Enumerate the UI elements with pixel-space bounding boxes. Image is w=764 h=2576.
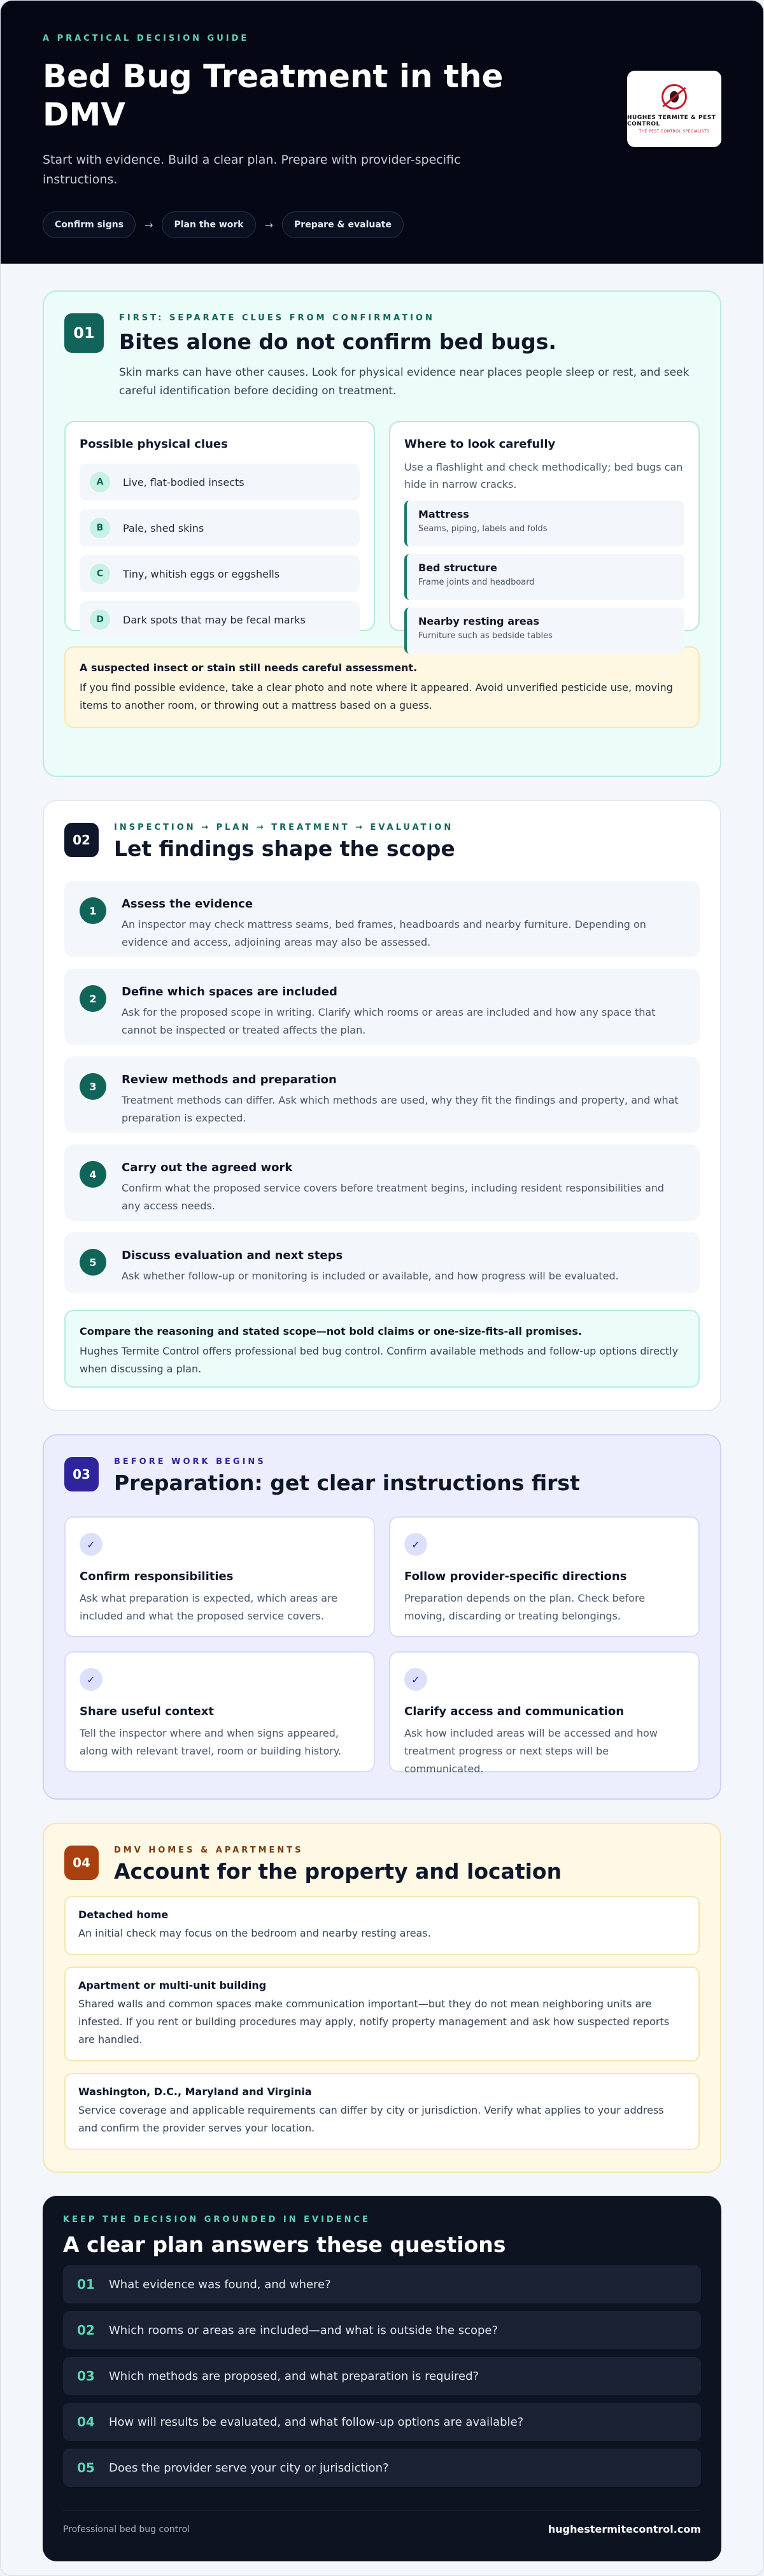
clues-title: Possible physical clues bbox=[80, 438, 228, 451]
spot-desc: Seams, piping, labels and folds bbox=[418, 524, 548, 534]
prep-text: Tell the inspector where and when signs appeared, along with relevant travel, room or building history. bbox=[80, 1727, 342, 1757]
step-text: An inspector may check mattress seams, bed frames, headboards and nearby furniture. Depending on evidence and access, adjoining areas may also be assessed. bbox=[122, 918, 646, 948]
note-text: Hughes Termite Control offers professional bed bug control. Confirm available methods and follow-up options directly when discussing a plan. bbox=[80, 1345, 679, 1375]
brand-logo[interactable] bbox=[627, 71, 721, 147]
list-item bbox=[63, 2403, 701, 2441]
warning-text: If you find possible evidence, take a clear photo and note where it appeared. Avoid unverified pesticide use, moving items to another room, or throwing out a mattress based on a guess. bbox=[80, 681, 673, 711]
footer-label: Professional bed bug control bbox=[63, 2524, 190, 2535]
step-text: Confirm what the proposed service covers before treatment begins, including resident responsibilities and any access needs. bbox=[122, 1182, 665, 1212]
list-item bbox=[80, 601, 360, 638]
list-item bbox=[64, 1144, 700, 1221]
section-number: 04 bbox=[64, 1846, 99, 1880]
prep-title: Confirm responsibilities bbox=[80, 1570, 234, 1583]
list-item bbox=[64, 1896, 700, 1955]
property-title: Detached home bbox=[78, 1909, 169, 1921]
prep-text: Ask how included areas will be accessed and how treatment progress or next steps will be communicated. bbox=[404, 1727, 658, 1775]
clue-text: Pale, shed skins bbox=[123, 522, 204, 534]
step-number: 1 bbox=[80, 897, 106, 924]
section-kicker: INSPECTION → PLAN → TREATMENT → EVALUATION bbox=[114, 823, 454, 832]
letter-badge: C bbox=[90, 564, 110, 584]
footer bbox=[63, 2510, 701, 2535]
spot-desc: Frame joints and headboard bbox=[418, 578, 535, 587]
check-icon: ✓ bbox=[404, 1668, 427, 1691]
note-title: Compare the reasoning and stated scope—not bold claims or one-size-fits-all promises. bbox=[80, 1325, 582, 1337]
section-questions bbox=[43, 2196, 721, 2561]
step-number: 5 bbox=[80, 1249, 106, 1276]
list-item bbox=[404, 608, 684, 653]
prep-card bbox=[64, 1516, 375, 1637]
where-title: Where to look carefully bbox=[404, 438, 556, 451]
section-property bbox=[43, 1823, 721, 2173]
property-title: Apartment or multi-unit building bbox=[78, 1979, 267, 1991]
step-text: Ask for the proposed scope in writing. Clarify which rooms or areas are included and how any space that cannot be inspected or treated affects the plan. bbox=[122, 1006, 656, 1036]
question-text: What evidence was found, and where? bbox=[109, 2277, 331, 2291]
section-number: 02 bbox=[64, 823, 99, 857]
prep-text: Ask what preparation is expected, which areas are included and what the proposed service covers. bbox=[80, 1592, 338, 1622]
step-pill-prepare: Prepare & evaluate bbox=[282, 211, 404, 238]
step-title: Review methods and preparation bbox=[122, 1073, 337, 1086]
section-title: Preparation: get clear instructions first bbox=[114, 1470, 580, 1495]
section-preparation bbox=[43, 1434, 721, 1800]
list-item bbox=[64, 2073, 700, 2150]
note-callout bbox=[64, 1310, 700, 1388]
property-title: Washington, D.C., Maryland and Virginia bbox=[78, 2086, 312, 2098]
question-text: Which rooms or areas are included—and what is outside the scope? bbox=[109, 2323, 499, 2337]
step-text: Treatment methods can differ. Ask which methods are used, why they fit the findings and property, and what preparation is expected. bbox=[122, 1094, 679, 1124]
section-number: 01 bbox=[64, 313, 104, 353]
hero bbox=[1, 1, 763, 264]
section-identify bbox=[43, 290, 721, 777]
question-number: 03 bbox=[77, 2368, 95, 2384]
list-item bbox=[63, 2265, 701, 2303]
where-desc: Use a flashlight and check methodically; bed bugs can hide in narrow cracks. bbox=[404, 461, 683, 490]
check-icon: ✓ bbox=[404, 1533, 427, 1556]
step-title: Define which spaces are included bbox=[122, 985, 337, 999]
spot-title: Mattress bbox=[418, 508, 469, 520]
list-item bbox=[63, 2357, 701, 2395]
check-icon: ✓ bbox=[80, 1668, 103, 1691]
section-kicker: DMV HOMES & APARTMENTS bbox=[114, 1846, 304, 1855]
where-panel bbox=[389, 421, 700, 641]
question-text: Does the provider serve your city or jurisdiction? bbox=[109, 2461, 389, 2475]
check-icon: ✓ bbox=[80, 1533, 103, 1556]
step-pill-plan: Plan the work bbox=[162, 211, 255, 238]
step-number: 3 bbox=[80, 1073, 106, 1100]
website-link[interactable]: hughestermitecontrol.com bbox=[548, 2523, 701, 2535]
letter-badge: A bbox=[90, 472, 110, 492]
clue-text: Dark spots that may be fecal marks bbox=[123, 613, 306, 626]
prep-title: Share useful context bbox=[80, 1705, 214, 1718]
property-text: Service coverage and applicable requirements can differ by city or jurisdiction. Verify what applies to your address and confirm the provider serves your location. bbox=[78, 2104, 664, 2134]
list-item bbox=[64, 1967, 700, 2061]
list-item bbox=[64, 1057, 700, 1133]
section-kicker: KEEP THE DECISION GROUNDED IN EVIDENCE bbox=[63, 2215, 371, 2224]
step-number: 4 bbox=[80, 1161, 106, 1188]
no-bug-icon bbox=[661, 84, 687, 110]
section-title: A clear plan answers these questions bbox=[63, 2232, 506, 2257]
clue-text: Live, flat-bodied insects bbox=[123, 476, 244, 488]
spot-desc: Furniture such as bedside tables bbox=[418, 631, 553, 641]
question-text: Which methods are proposed, and what preparation is required? bbox=[109, 2369, 479, 2383]
question-number: 02 bbox=[77, 2323, 95, 2338]
property-text: An initial check may focus on the bedroom and nearby resting areas. bbox=[78, 1927, 431, 1939]
section-title: Bites alone do not confirm bed bugs. bbox=[119, 329, 556, 354]
list-item bbox=[64, 1232, 700, 1293]
step-number: 2 bbox=[80, 985, 106, 1012]
logo-name: HUGHES TERMITE & PEST CONTROL bbox=[627, 115, 716, 127]
list-item bbox=[64, 969, 700, 1045]
spot-title: Bed structure bbox=[418, 562, 497, 574]
question-number: 01 bbox=[77, 2277, 95, 2292]
section-kicker: BEFORE WORK BEGINS bbox=[114, 1457, 266, 1467]
arrow-right-icon: → bbox=[264, 218, 274, 231]
section-number: 03 bbox=[64, 1457, 99, 1491]
logo-tagline: THE PEST CONTROL SPECIALISTS bbox=[639, 129, 710, 134]
warning-title: A suspected insect or stain still needs careful assessment. bbox=[80, 662, 418, 674]
hero-subtitle: Start with evidence. Build a clear plan. Prepare with provider-specific instructions. bbox=[43, 153, 461, 187]
list-item bbox=[63, 2311, 701, 2349]
section-title: Account for the property and location bbox=[114, 1859, 562, 1884]
step-title: Carry out the agreed work bbox=[122, 1161, 293, 1174]
section-intro: Skin marks can have other causes. Look for physical evidence near places people sleep or rest, and seek careful identification before deciding on treatment. bbox=[119, 366, 690, 397]
list-item bbox=[63, 2449, 701, 2487]
list-item bbox=[80, 464, 360, 501]
prep-card bbox=[64, 1651, 375, 1772]
steps-list bbox=[64, 881, 700, 1293]
letter-badge: B bbox=[90, 518, 110, 538]
prep-title: Clarify access and communication bbox=[404, 1705, 625, 1718]
section-scope bbox=[43, 800, 721, 1411]
warning-callout bbox=[64, 646, 700, 728]
prep-title: Follow provider-specific directions bbox=[404, 1570, 627, 1583]
list-item bbox=[80, 509, 360, 546]
arrow-right-icon: → bbox=[145, 218, 153, 231]
step-title: Discuss evaluation and next steps bbox=[122, 1249, 343, 1262]
hero-steps bbox=[43, 211, 721, 238]
list-item bbox=[404, 554, 684, 600]
question-number: 05 bbox=[77, 2460, 95, 2475]
spot-title: Nearby resting areas bbox=[418, 615, 540, 627]
property-text: Shared walls and common spaces make communication important—but they do not mean neighboring units are infested. If you rent or building procedures may apply, notify property management and ask how suspected reports are handled. bbox=[78, 1998, 670, 2046]
section-kicker: FIRST: SEPARATE CLUES FROM CONFIRMATION bbox=[119, 313, 435, 323]
step-text: Ask whether follow-up or monitoring is included or available, and how progress will be evaluated. bbox=[122, 1270, 619, 1282]
question-text: How will results be evaluated, and what follow-up options are available? bbox=[109, 2415, 524, 2429]
list-item bbox=[404, 501, 684, 546]
list-item bbox=[64, 881, 700, 957]
step-pill-confirm: Confirm signs bbox=[43, 211, 136, 238]
prep-card bbox=[389, 1516, 700, 1637]
section-title: Let findings shape the scope bbox=[114, 836, 455, 861]
letter-badge: D bbox=[90, 609, 110, 630]
hero-eyebrow: A PRACTICAL DECISION GUIDE bbox=[43, 34, 250, 43]
prep-text: Preparation depends on the plan. Check before moving, discarding or treating belongings. bbox=[404, 1592, 646, 1622]
list-item bbox=[80, 555, 360, 592]
step-title: Assess the evidence bbox=[122, 897, 253, 911]
clues-panel bbox=[64, 421, 375, 631]
page-title: Bed Bug Treatment in the DMV bbox=[43, 58, 504, 133]
clue-text: Tiny, whitish eggs or eggshells bbox=[123, 567, 280, 580]
prep-card bbox=[389, 1651, 700, 1775]
question-number: 04 bbox=[77, 2414, 95, 2430]
